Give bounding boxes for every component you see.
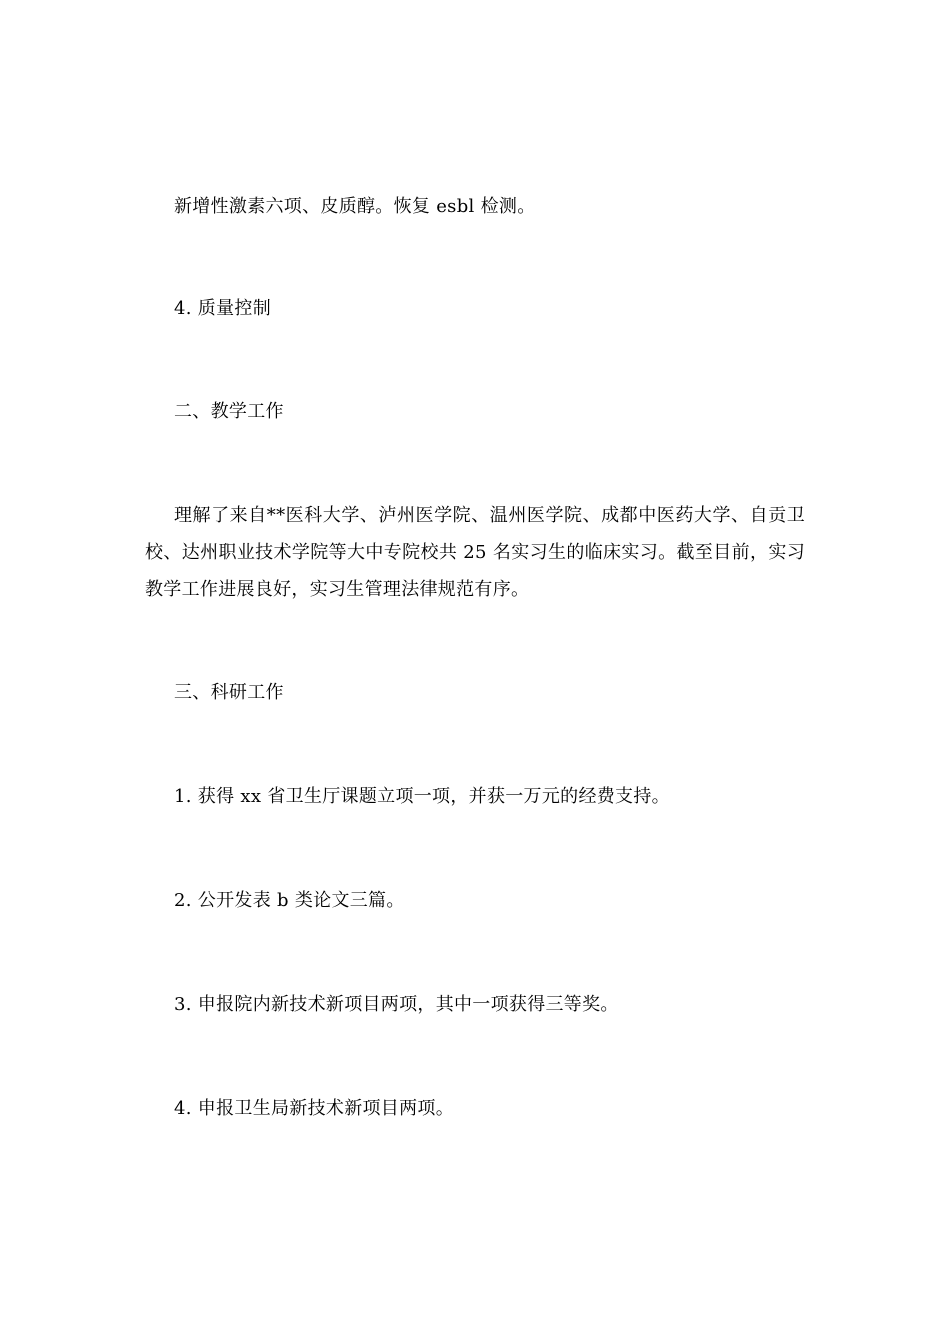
text-line: 新增性激素六项、皮质醇。恢复 esbl 检测。 <box>174 196 536 217</box>
body-paragraph: 理解了来自**医科大学、泸州医学院、温州医学院、成都中医药大学、自贡卫校、达州职业技术学院等大中专院校共 25 名实习生的临床实习。截至目前，实习教学工作进展良好，实习生管理法律规范有序。 <box>145 505 805 600</box>
list-item: 2. 公开发表 b 类论文三篇。 <box>174 890 405 911</box>
section-heading: 三、科研工作 <box>174 682 284 703</box>
list-item: 1. 获得 xx 省卫生厅课题立项一项，并获一万元的经费支持。 <box>174 786 670 807</box>
section-heading: 二、教学工作 <box>174 401 284 422</box>
list-item: 4. 申报卫生局新技术新项目两项。 <box>174 1098 454 1119</box>
list-item: 3. 申报院内新技术新项目两项，其中一项获得三等奖。 <box>174 994 619 1015</box>
subsection-heading: 4. 质量控制 <box>174 298 271 319</box>
